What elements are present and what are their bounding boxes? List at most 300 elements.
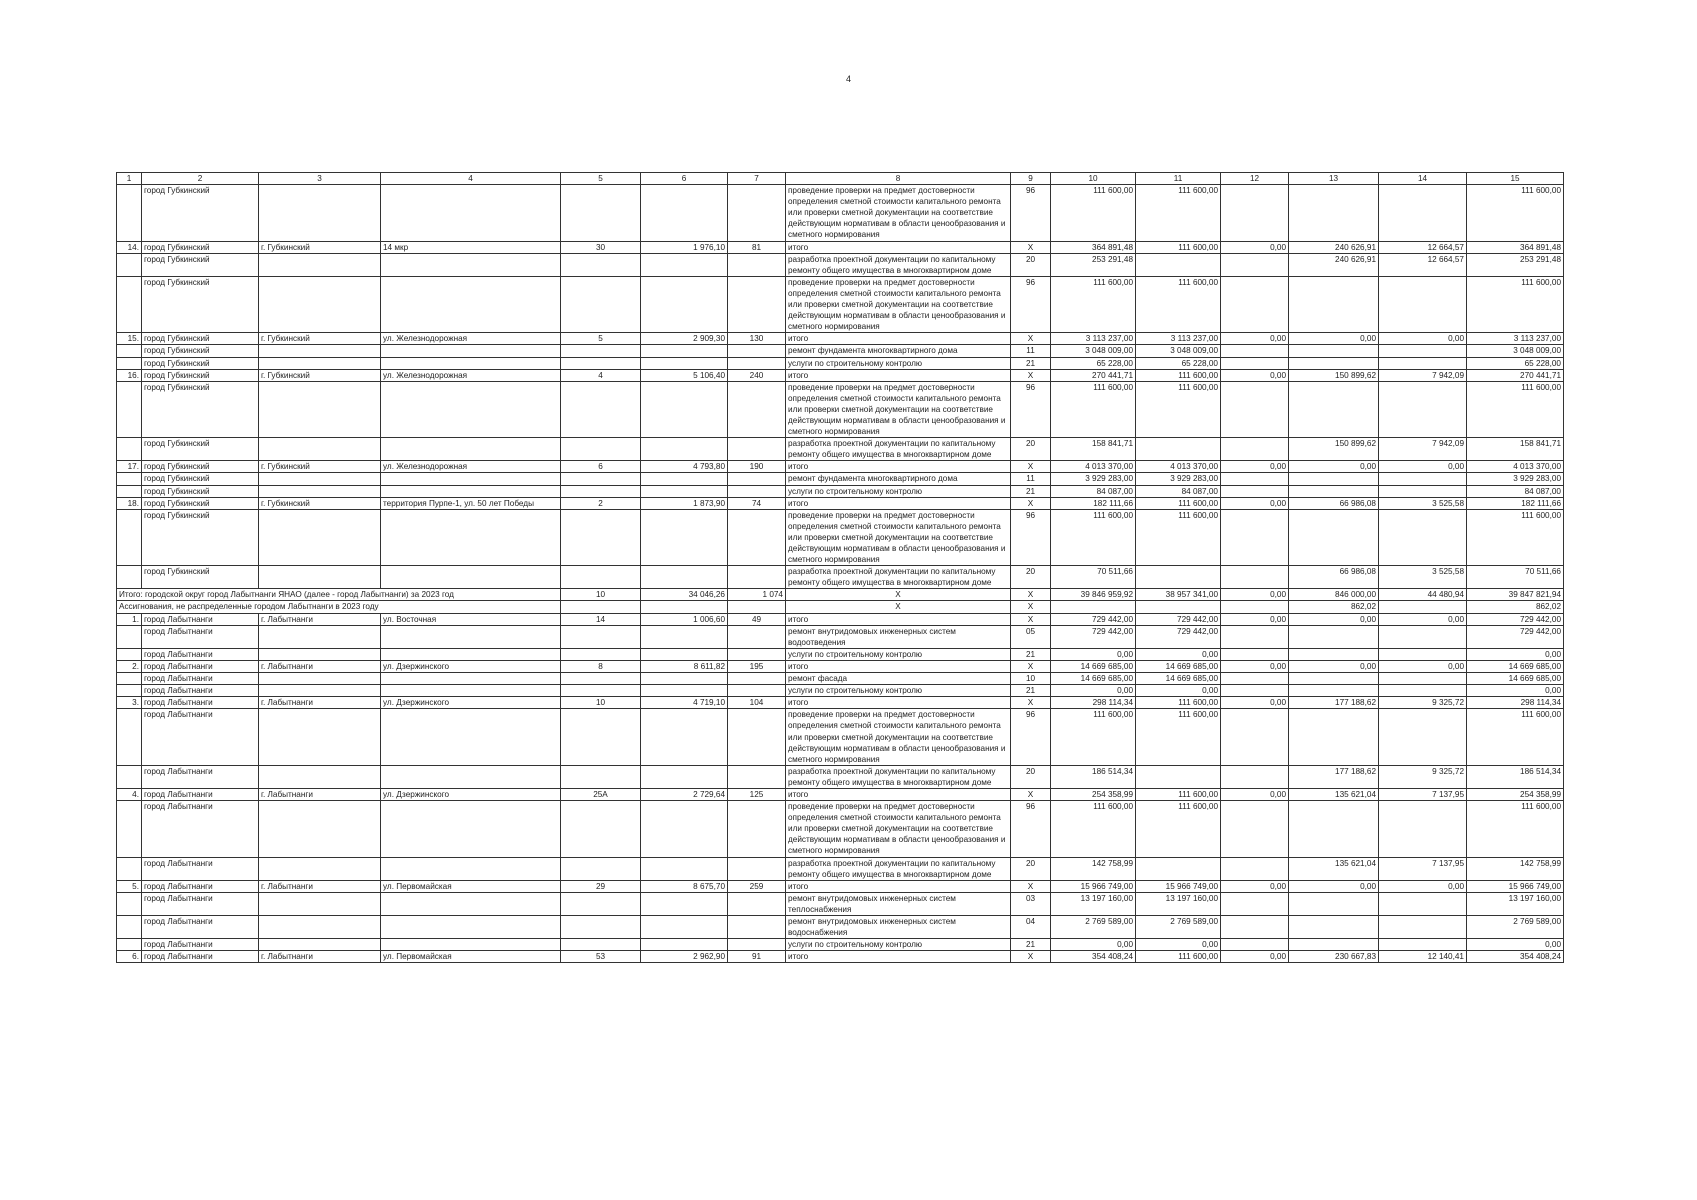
region-budget-cell: 846 000,00 <box>1289 589 1379 601</box>
local-budget-cell: 0,00 <box>1379 880 1467 892</box>
total-sum-cell: 142 758,99 <box>1467 857 1564 880</box>
municipality-cell: город Лабытнанги <box>142 892 259 915</box>
table-row <box>117 333 1564 345</box>
table-row <box>117 765 1564 788</box>
municipality-cell: город Лабытнанги <box>142 648 259 660</box>
region-budget-cell <box>1289 673 1379 685</box>
work-code-cell: X <box>1011 880 1051 892</box>
work-type-cell: ремонт внутридомовых инженерных систем водоснабжения <box>786 916 1011 939</box>
residents-cell <box>728 709 786 765</box>
total-cost-cell: 84 087,00 <box>1051 485 1136 497</box>
residents-cell <box>728 801 786 857</box>
street-cell <box>381 438 561 461</box>
municipality-cell: город Губкинский <box>142 461 259 473</box>
table-row <box>117 951 1564 963</box>
municipality-cell: город Лабытнанги <box>142 673 259 685</box>
region-budget-cell: 135 621,04 <box>1289 788 1379 800</box>
local-budget-cell: 0,00 <box>1379 333 1467 345</box>
region-budget-cell: 177 188,62 <box>1289 697 1379 709</box>
work-code-cell: 11 <box>1011 473 1051 485</box>
table-row <box>117 241 1564 253</box>
budget-cell <box>1221 357 1289 369</box>
work-code-cell: 21 <box>1011 485 1051 497</box>
house-number-cell <box>561 473 641 485</box>
area-cell <box>641 381 728 437</box>
region-budget-cell: 0,00 <box>1289 880 1379 892</box>
budget-cell: 0,00 <box>1221 613 1289 625</box>
fund-cell: 111 600,00 <box>1136 369 1221 381</box>
fund-cell: 111 600,00 <box>1136 276 1221 332</box>
residents-cell: 240 <box>728 369 786 381</box>
fund-cell: 65 228,00 <box>1136 357 1221 369</box>
summary-label: Итого: городской округ город Лабытнанги ЯНАО (далее - город Лабытнанги) за 2023 год <box>117 589 561 601</box>
fund-cell <box>1136 566 1221 589</box>
region-budget-cell: 135 621,04 <box>1289 857 1379 880</box>
work-type-cell: ремонт внутридомовых инженерных систем водоотведения <box>786 625 1011 648</box>
fund-cell: 111 600,00 <box>1136 497 1221 509</box>
work-code-cell: X <box>1011 788 1051 800</box>
house-number-cell: 4 <box>561 369 641 381</box>
locality-cell <box>259 509 381 565</box>
locality-cell <box>259 709 381 765</box>
table-row <box>117 276 1564 332</box>
local-budget-cell <box>1379 509 1467 565</box>
total-cost-cell: 0,00 <box>1051 939 1136 951</box>
work-type-cell: итого <box>786 497 1011 509</box>
region-budget-cell: 0,00 <box>1289 613 1379 625</box>
row-number-cell <box>117 185 142 241</box>
house-number-cell: 8 <box>561 660 641 672</box>
street-cell: ул. Дзержинского <box>381 697 561 709</box>
budget-cell: 0,00 <box>1221 788 1289 800</box>
total-sum-cell: 15 966 749,00 <box>1467 880 1564 892</box>
budget-cell: 0,00 <box>1221 697 1289 709</box>
house-number-cell <box>561 939 641 951</box>
work-code-cell: X <box>1011 369 1051 381</box>
locality-cell: г. Лабытнанги <box>259 697 381 709</box>
column-number: 5 <box>561 173 641 185</box>
capital-repair-table <box>116 172 1564 963</box>
municipality-cell: город Губкинский <box>142 485 259 497</box>
region-budget-cell <box>1289 509 1379 565</box>
total-sum-cell: 270 441,71 <box>1467 369 1564 381</box>
locality-cell <box>259 673 381 685</box>
budget-cell <box>1221 801 1289 857</box>
budget-cell <box>1221 892 1289 915</box>
fund-cell <box>1136 253 1221 276</box>
table-row <box>117 438 1564 461</box>
region-budget-cell <box>1289 801 1379 857</box>
budget-cell <box>1221 857 1289 880</box>
total-sum-cell: 253 291,48 <box>1467 253 1564 276</box>
region-budget-cell: 230 667,83 <box>1289 951 1379 963</box>
street-cell: ул. Дзержинского <box>381 660 561 672</box>
street-cell: ул. Железнодорожная <box>381 369 561 381</box>
work-type-cell: разработка проектной документации по капитальному ремонту общего имущества в многоквартирном доме <box>786 765 1011 788</box>
work-code-cell: X <box>1011 951 1051 963</box>
work-type-cell: услуги по строительному контролю <box>786 357 1011 369</box>
locality-cell <box>259 892 381 915</box>
row-number-cell <box>117 685 142 697</box>
street-cell <box>381 357 561 369</box>
work-code-cell: 21 <box>1011 939 1051 951</box>
budget-cell <box>1221 648 1289 660</box>
column-number: 9 <box>1011 173 1051 185</box>
municipality-cell: город Губкинский <box>142 473 259 485</box>
municipality-cell: город Лабытнанги <box>142 709 259 765</box>
residents-cell: 81 <box>728 241 786 253</box>
row-number-cell <box>117 276 142 332</box>
total-cost-cell: 111 600,00 <box>1051 276 1136 332</box>
region-budget-cell <box>1289 185 1379 241</box>
budget-cell: 0,00 <box>1221 880 1289 892</box>
work-type-cell: ремонт фасада <box>786 673 1011 685</box>
total-sum-cell: 111 600,00 <box>1467 509 1564 565</box>
local-budget-cell <box>1379 709 1467 765</box>
region-budget-cell: 240 626,91 <box>1289 241 1379 253</box>
area-cell <box>641 357 728 369</box>
row-number-cell <box>117 485 142 497</box>
locality-cell: г. Лабытнанги <box>259 880 381 892</box>
street-cell <box>381 276 561 332</box>
work-code-cell: 96 <box>1011 185 1051 241</box>
table-row <box>117 461 1564 473</box>
table-row <box>117 509 1564 565</box>
summary-row <box>117 589 1564 601</box>
table-row <box>117 892 1564 915</box>
work-code-cell: 20 <box>1011 253 1051 276</box>
residents-cell <box>728 857 786 880</box>
work-code-cell: 96 <box>1011 276 1051 332</box>
area-cell <box>641 345 728 357</box>
total-cost-cell: 2 769 589,00 <box>1051 916 1136 939</box>
budget-cell: 0,00 <box>1221 951 1289 963</box>
fund-cell: 0,00 <box>1136 939 1221 951</box>
house-number-cell <box>561 485 641 497</box>
column-number: 2 <box>142 173 259 185</box>
total-cost-cell: 158 841,71 <box>1051 438 1136 461</box>
street-cell <box>381 509 561 565</box>
house-number-cell <box>561 185 641 241</box>
locality-cell <box>259 648 381 660</box>
work-code-cell: X <box>1011 589 1051 601</box>
budget-cell: 0,00 <box>1221 497 1289 509</box>
street-cell: 14 мкр <box>381 241 561 253</box>
region-budget-cell <box>1289 625 1379 648</box>
total-sum-cell: 862,02 <box>1467 601 1564 613</box>
total-sum-cell: 4 013 370,00 <box>1467 461 1564 473</box>
total-sum-cell: 84 087,00 <box>1467 485 1564 497</box>
row-number-cell <box>117 801 142 857</box>
street-cell: ул. Железнодорожная <box>381 461 561 473</box>
region-budget-cell <box>1289 648 1379 660</box>
total-sum-cell: 39 847 821,94 <box>1467 589 1564 601</box>
fund-cell: 84 087,00 <box>1136 485 1221 497</box>
work-type-cell: проведение проверки на предмет достоверности определения сметной стоимости капитального ремонта или проверки сметной документации на соответствие действующим нормативам в области ценообразования и сметного нормирования <box>786 709 1011 765</box>
house-number-cell: 14 <box>561 613 641 625</box>
municipality-cell: город Губкинский <box>142 276 259 332</box>
fund-cell <box>1136 857 1221 880</box>
work-code-cell: 20 <box>1011 765 1051 788</box>
area-cell <box>641 438 728 461</box>
table-row <box>117 369 1564 381</box>
fund-cell: 111 600,00 <box>1136 951 1221 963</box>
table-row <box>117 788 1564 800</box>
house-number-cell <box>561 253 641 276</box>
work-type-cell: итого <box>786 369 1011 381</box>
table-row <box>117 801 1564 857</box>
row-number-cell: 6. <box>117 951 142 963</box>
municipality-cell: город Лабытнанги <box>142 880 259 892</box>
row-number-cell: 2. <box>117 660 142 672</box>
fund-cell <box>1136 765 1221 788</box>
total-sum-cell: 14 669 685,00 <box>1467 660 1564 672</box>
house-number-cell <box>561 566 641 589</box>
municipality-cell: город Лабытнанги <box>142 765 259 788</box>
budget-cell <box>1221 939 1289 951</box>
work-type-cell: проведение проверки на предмет достоверности определения сметной стоимости капитального ремонта или проверки сметной документации на соответствие действующим нормативам в области ценообразования и сметного нормирования <box>786 509 1011 565</box>
table-row <box>117 613 1564 625</box>
work-code-cell: X <box>1011 333 1051 345</box>
area-cell: 2 729,64 <box>641 788 728 800</box>
municipality-cell: город Лабытнанги <box>142 939 259 951</box>
total-sum-cell: 13 197 160,00 <box>1467 892 1564 915</box>
local-budget-cell <box>1379 892 1467 915</box>
area-cell: 34 046,26 <box>641 589 728 601</box>
fund-cell <box>1136 601 1221 613</box>
fund-cell: 13 197 160,00 <box>1136 892 1221 915</box>
work-code-cell: 03 <box>1011 892 1051 915</box>
area-cell <box>641 509 728 565</box>
column-number: 15 <box>1467 173 1564 185</box>
table-body <box>117 173 1564 963</box>
total-sum-cell: 0,00 <box>1467 939 1564 951</box>
street-cell: ул. Железнодорожная <box>381 333 561 345</box>
residents-cell: 74 <box>728 497 786 509</box>
work-type-cell: разработка проектной документации по капитальному ремонту общего имущества в многоквартирном доме <box>786 438 1011 461</box>
total-sum-cell: 111 600,00 <box>1467 801 1564 857</box>
local-budget-cell: 7 137,95 <box>1379 788 1467 800</box>
work-code-cell: X <box>1011 601 1051 613</box>
work-code-cell: X <box>1011 461 1051 473</box>
work-code-cell: 11 <box>1011 345 1051 357</box>
residents-cell <box>728 648 786 660</box>
house-number-cell <box>561 892 641 915</box>
total-sum-cell: 14 669 685,00 <box>1467 673 1564 685</box>
house-number-cell <box>561 685 641 697</box>
street-cell <box>381 709 561 765</box>
residents-cell <box>728 566 786 589</box>
house-number-cell: 5 <box>561 333 641 345</box>
municipality-cell: город Лабытнанги <box>142 951 259 963</box>
fund-cell: 14 669 685,00 <box>1136 673 1221 685</box>
work-code-cell: X <box>1011 697 1051 709</box>
total-sum-cell: 186 514,34 <box>1467 765 1564 788</box>
locality-cell <box>259 253 381 276</box>
area-cell <box>641 765 728 788</box>
budget-cell <box>1221 381 1289 437</box>
work-type-cell: ремонт внутридомовых инженерных систем теплоснабжения <box>786 892 1011 915</box>
total-sum-cell: 2 769 589,00 <box>1467 916 1564 939</box>
work-code-cell: 10 <box>1011 673 1051 685</box>
total-cost-cell: 3 929 283,00 <box>1051 473 1136 485</box>
house-number-cell: 10 <box>561 589 641 601</box>
page-number: 4 <box>845 74 851 84</box>
table-row <box>117 648 1564 660</box>
budget-cell <box>1221 473 1289 485</box>
budget-cell <box>1221 709 1289 765</box>
locality-cell <box>259 685 381 697</box>
area-cell <box>641 648 728 660</box>
local-budget-cell <box>1379 939 1467 951</box>
locality-cell: г. Губкинский <box>259 241 381 253</box>
area-cell <box>641 939 728 951</box>
municipality-cell: город Губкинский <box>142 438 259 461</box>
work-type-cell: проведение проверки на предмет достоверности определения сметной стоимости капитального ремонта или проверки сметной документации на соответствие действующим нормативам в области ценообразования и сметного нормирования <box>786 801 1011 857</box>
local-budget-cell: 0,00 <box>1379 613 1467 625</box>
local-budget-cell: 7 942,09 <box>1379 438 1467 461</box>
fund-cell: 3 929 283,00 <box>1136 473 1221 485</box>
total-cost-cell: 354 408,24 <box>1051 951 1136 963</box>
municipality-cell: город Лабытнанги <box>142 857 259 880</box>
work-type-cell: ремонт фундамента многоквартирного дома <box>786 473 1011 485</box>
budget-cell: 0,00 <box>1221 241 1289 253</box>
work-code-cell: 96 <box>1011 509 1051 565</box>
work-type-cell: итого <box>786 951 1011 963</box>
total-cost-cell: 39 846 959,92 <box>1051 589 1136 601</box>
street-cell: ул. Первомайская <box>381 880 561 892</box>
municipality-cell: город Лабытнанги <box>142 613 259 625</box>
locality-cell <box>259 276 381 332</box>
row-number-cell <box>117 857 142 880</box>
region-budget-cell: 177 188,62 <box>1289 765 1379 788</box>
municipality-cell: город Лабытнанги <box>142 660 259 672</box>
work-type-cell: итого <box>786 333 1011 345</box>
work-type-cell: услуги по строительному контролю <box>786 648 1011 660</box>
work-type-cell: итого <box>786 241 1011 253</box>
table-row <box>117 880 1564 892</box>
total-cost-cell: 729 442,00 <box>1051 625 1136 648</box>
local-budget-cell <box>1379 357 1467 369</box>
total-cost-cell: 111 600,00 <box>1051 709 1136 765</box>
residents-cell <box>728 765 786 788</box>
budget-cell <box>1221 625 1289 648</box>
total-cost-cell: 14 669 685,00 <box>1051 660 1136 672</box>
region-budget-cell <box>1289 473 1379 485</box>
area-cell <box>641 473 728 485</box>
locality-cell <box>259 345 381 357</box>
budget-cell <box>1221 566 1289 589</box>
local-budget-cell: 0,00 <box>1379 461 1467 473</box>
street-cell: ул. Первомайская <box>381 951 561 963</box>
residents-cell <box>728 473 786 485</box>
locality-cell <box>259 857 381 880</box>
region-budget-cell <box>1289 939 1379 951</box>
area-cell: 1 976,10 <box>641 241 728 253</box>
locality-cell <box>259 625 381 648</box>
residents-cell: 259 <box>728 880 786 892</box>
column-number: 3 <box>259 173 381 185</box>
fund-cell: 3 048 009,00 <box>1136 345 1221 357</box>
local-budget-cell <box>1379 473 1467 485</box>
work-type-cell: X <box>786 589 1011 601</box>
work-type-cell: итого <box>786 880 1011 892</box>
locality-cell <box>259 566 381 589</box>
local-budget-cell: 44 480,94 <box>1379 589 1467 601</box>
street-cell <box>381 685 561 697</box>
local-budget-cell: 3 525,58 <box>1379 497 1467 509</box>
residents-cell <box>728 625 786 648</box>
house-number-cell <box>561 438 641 461</box>
local-budget-cell <box>1379 673 1467 685</box>
locality-cell <box>259 801 381 857</box>
street-cell <box>381 648 561 660</box>
municipality-cell: город Губкинский <box>142 345 259 357</box>
local-budget-cell <box>1379 916 1467 939</box>
column-number: 10 <box>1051 173 1136 185</box>
house-number-cell <box>561 857 641 880</box>
residents-cell: 49 <box>728 613 786 625</box>
column-number: 8 <box>786 173 1011 185</box>
residents-cell <box>728 892 786 915</box>
work-type-cell: ремонт фундамента многоквартирного дома <box>786 345 1011 357</box>
table-row <box>117 253 1564 276</box>
residents-cell <box>728 939 786 951</box>
municipality-cell: город Губкинский <box>142 497 259 509</box>
local-budget-cell: 12 140,41 <box>1379 951 1467 963</box>
fund-cell: 111 600,00 <box>1136 381 1221 437</box>
region-budget-cell: 150 899,62 <box>1289 438 1379 461</box>
budget-cell <box>1221 916 1289 939</box>
local-budget-cell: 9 325,72 <box>1379 765 1467 788</box>
budget-cell <box>1221 765 1289 788</box>
area-cell <box>641 276 728 332</box>
region-budget-cell: 66 986,08 <box>1289 566 1379 589</box>
locality-cell: г. Лабытнанги <box>259 788 381 800</box>
area-cell <box>641 253 728 276</box>
street-cell <box>381 473 561 485</box>
house-number-cell: 10 <box>561 697 641 709</box>
street-cell <box>381 765 561 788</box>
fund-cell: 111 600,00 <box>1136 788 1221 800</box>
total-cost-cell: 3 048 009,00 <box>1051 345 1136 357</box>
street-cell <box>381 185 561 241</box>
area-cell <box>641 185 728 241</box>
area-cell <box>641 673 728 685</box>
total-cost-cell: 70 511,66 <box>1051 566 1136 589</box>
region-budget-cell <box>1289 357 1379 369</box>
area-cell: 4 719,10 <box>641 697 728 709</box>
fund-cell <box>1136 438 1221 461</box>
row-number-cell <box>117 253 142 276</box>
total-sum-cell: 70 511,66 <box>1467 566 1564 589</box>
house-number-cell <box>561 765 641 788</box>
area-cell <box>641 916 728 939</box>
work-code-cell: 21 <box>1011 685 1051 697</box>
residents-cell <box>728 276 786 332</box>
region-budget-cell: 0,00 <box>1289 461 1379 473</box>
table-row <box>117 497 1564 509</box>
total-sum-cell: 182 111,66 <box>1467 497 1564 509</box>
row-number-cell <box>117 357 142 369</box>
total-cost-cell: 15 966 749,00 <box>1051 880 1136 892</box>
total-cost-cell: 182 111,66 <box>1051 497 1136 509</box>
house-number-cell: 25А <box>561 788 641 800</box>
fund-cell: 111 600,00 <box>1136 509 1221 565</box>
local-budget-cell <box>1379 345 1467 357</box>
column-number: 11 <box>1136 173 1221 185</box>
total-cost-cell: 4 013 370,00 <box>1051 461 1136 473</box>
